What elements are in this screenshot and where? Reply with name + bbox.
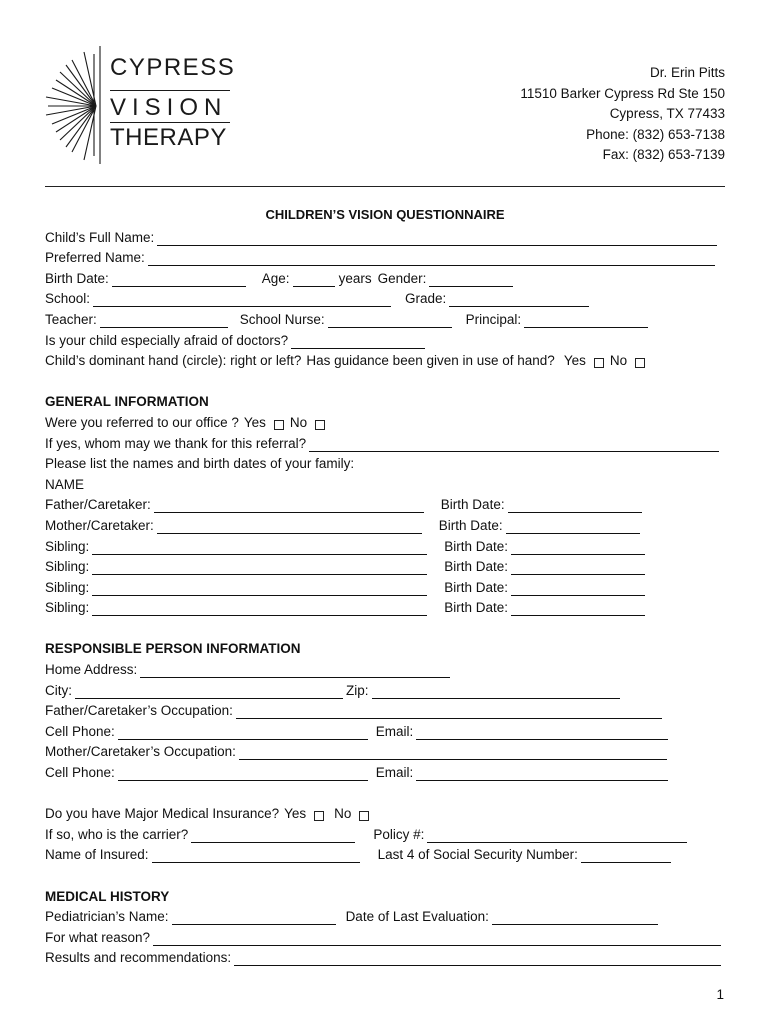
checkbox-guidance-no[interactable] <box>635 358 645 368</box>
field-preferred-name[interactable] <box>148 251 715 266</box>
field-school[interactable] <box>93 292 391 307</box>
label-list-family: Please list the names and birth dates of your family: <box>45 456 355 472</box>
label-major-medical: Do you have Major Medical Insurance? <box>45 806 280 822</box>
row-results <box>45 946 725 967</box>
checkbox-insurance-yes[interactable] <box>314 811 324 821</box>
practice-contact-block <box>520 63 725 166</box>
row-family-member <box>45 596 725 617</box>
field-afraid[interactable] <box>291 334 425 349</box>
row-carrier-policy <box>45 822 725 843</box>
label-father-occupation: Father/Caretaker’s Occupation: <box>45 703 233 719</box>
row-city-zip <box>45 678 725 699</box>
row-mother-occupation <box>45 740 725 761</box>
field-family-birth[interactable] <box>511 581 645 596</box>
row-school-grade <box>45 287 725 308</box>
field-email[interactable] <box>416 725 668 740</box>
row-family-member <box>45 534 725 555</box>
row-referred <box>45 410 725 431</box>
field-family-birth[interactable] <box>508 498 642 513</box>
field-family-name[interactable] <box>92 540 427 555</box>
field-reason[interactable] <box>153 931 721 946</box>
checkbox-guidance-yes[interactable] <box>594 358 604 368</box>
label-guidance-yes: Yes <box>563 353 586 369</box>
label-family-birth: Birth Date: <box>440 497 505 513</box>
label-birth-date: Birth Date: <box>45 270 109 286</box>
label-mother-occupation: Mother/Caretaker’s Occupation: <box>45 744 236 760</box>
address-line-2: Cypress, TX 77433 <box>609 106 725 121</box>
cypress-vision-therapy-logo <box>44 44 244 168</box>
label-full-name: Child’s Full Name: <box>45 229 155 245</box>
sunburst-icon <box>44 44 108 168</box>
field-family-name[interactable] <box>92 601 427 616</box>
field-full-name[interactable] <box>157 231 717 246</box>
label-insurance-yes: Yes <box>284 806 307 822</box>
label-email: Email: <box>375 723 414 739</box>
field-insured[interactable] <box>152 848 360 863</box>
row-family-member <box>45 493 725 514</box>
row-family-member <box>45 575 725 596</box>
page-number: 1 <box>716 987 724 1002</box>
field-email-2[interactable] <box>416 766 668 781</box>
field-cell-phone[interactable] <box>118 725 368 740</box>
label-school-nurse: School Nurse: <box>239 311 325 327</box>
header-divider <box>45 186 725 187</box>
logo-divider-top <box>110 90 230 91</box>
field-results[interactable] <box>234 951 721 966</box>
checkbox-referred-no[interactable] <box>315 420 325 430</box>
label-cell-phone-2: Cell Phone: <box>45 765 115 781</box>
field-age[interactable] <box>293 272 335 287</box>
field-family-name[interactable] <box>92 560 427 575</box>
label-guidance-no: No <box>609 353 628 369</box>
label-referral-thanks: If yes, whom may we thank for this referral? <box>45 435 307 451</box>
label-family-birth: Birth Date: <box>444 559 509 575</box>
label-policy: Policy #: <box>373 826 425 842</box>
row-teacher-nurse-principal <box>45 307 725 328</box>
row-dominant-hand <box>45 349 725 370</box>
address-line-1: 11510 Barker Cypress Rd Ste 150 <box>520 85 725 101</box>
label-family-birth: Birth Date: <box>444 538 509 554</box>
logo-word-therapy: THERAPY <box>110 124 227 151</box>
doctor-name: Dr. Erin Pitts <box>649 65 725 80</box>
field-city[interactable] <box>75 684 343 699</box>
section-responsible-heading: RESPONSIBLE PERSON INFORMATION <box>45 641 301 657</box>
label-family-member: Sibling: <box>45 559 90 575</box>
label-last-evaluation: Date of Last Evaluation: <box>345 909 489 925</box>
label-insured: Name of Insured: <box>45 847 149 863</box>
checkbox-insurance-no[interactable] <box>359 811 369 821</box>
label-principal: Principal: <box>465 311 522 327</box>
label-referred-yes: Yes <box>243 414 266 430</box>
field-birth-date[interactable] <box>112 272 246 287</box>
field-family-birth[interactable] <box>511 560 645 575</box>
label-pediatrician: Pediatrician’s Name: <box>45 909 169 925</box>
field-ssn[interactable] <box>581 848 671 863</box>
label-name-header: NAME <box>45 476 85 492</box>
logo-word-cypress: CYPRESS <box>110 54 236 81</box>
label-reason: For what reason? <box>45 929 151 945</box>
field-home-address[interactable] <box>140 663 450 678</box>
field-cell-phone-2[interactable] <box>118 766 368 781</box>
row-home-address <box>45 657 725 678</box>
row-referral-thanks <box>45 431 725 452</box>
label-referred-no: No <box>289 414 308 430</box>
row-father-occupation <box>45 699 725 720</box>
label-email-2: Email: <box>375 765 414 781</box>
field-teacher[interactable] <box>100 313 228 328</box>
row-afraid <box>45 328 725 349</box>
label-preferred-name: Preferred Name: <box>45 250 145 266</box>
label-age: Age: <box>261 270 290 286</box>
label-home-address: Home Address: <box>45 662 138 678</box>
row-insured-ssn <box>45 843 725 864</box>
field-pediatrician[interactable] <box>172 910 336 925</box>
label-carrier: If so, who is the carrier? <box>45 826 189 842</box>
label-family-member: Sibling: <box>45 600 90 616</box>
label-family-member: Mother/Caretaker: <box>45 517 154 533</box>
field-family-name[interactable] <box>154 498 424 513</box>
field-referral-thanks[interactable] <box>309 437 719 452</box>
row-preferred-name <box>45 246 725 267</box>
field-family-birth[interactable] <box>511 540 645 555</box>
label-ssn: Last 4 of Social Security Number: <box>377 847 578 863</box>
field-grade[interactable] <box>449 292 589 307</box>
section-medical-heading: MEDICAL HISTORY <box>45 888 170 904</box>
field-policy[interactable] <box>427 828 687 843</box>
section-general-heading: GENERAL INFORMATION <box>45 394 209 410</box>
label-zip: Zip: <box>346 682 369 698</box>
label-gender: Gender: <box>377 270 427 286</box>
field-family-name[interactable] <box>157 519 422 534</box>
row-family-member <box>45 555 725 576</box>
field-principal[interactable] <box>524 313 648 328</box>
label-family-member: Father/Caretaker: <box>45 497 151 513</box>
label-dominant-hand: Child’s dominant hand (circle): right or left? <box>45 353 302 369</box>
label-guidance: Has guidance been given in use of hand? <box>306 353 555 369</box>
field-gender[interactable] <box>429 272 513 287</box>
label-family-member: Sibling: <box>45 579 90 595</box>
checkbox-referred-yes[interactable] <box>274 420 284 430</box>
label-family-birth: Birth Date: <box>438 517 503 533</box>
row-full-name <box>45 225 725 246</box>
field-carrier[interactable] <box>191 828 355 843</box>
logo-divider-bottom <box>110 122 230 123</box>
field-mother-occupation[interactable] <box>239 745 667 760</box>
row-birth-age-gender <box>45 266 725 287</box>
field-zip[interactable] <box>372 684 620 699</box>
label-family-member: Sibling: <box>45 538 90 554</box>
row-cell-email <box>45 719 725 740</box>
label-insurance-no: No <box>334 806 352 822</box>
form-title: CHILDREN’S VISION QUESTIONNAIRE <box>265 207 505 222</box>
field-family-birth[interactable] <box>506 519 640 534</box>
field-family-name[interactable] <box>92 581 427 596</box>
row-reason <box>45 925 725 946</box>
row-name-header <box>45 472 725 493</box>
row-cell-email-2 <box>45 760 725 781</box>
label-family-birth: Birth Date: <box>444 600 509 616</box>
label-results: Results and recommendations: <box>45 950 232 966</box>
field-father-occupation[interactable] <box>236 704 662 719</box>
questionnaire-form <box>45 205 725 966</box>
label-grade: Grade: <box>405 291 447 307</box>
row-major-medical <box>45 802 725 823</box>
row-family-member <box>45 513 725 534</box>
label-referred: Were you referred to our office ? <box>45 414 239 430</box>
row-pediatrician <box>45 905 725 926</box>
label-teacher: Teacher: <box>45 311 97 327</box>
field-last-evaluation[interactable] <box>492 910 658 925</box>
label-years: years <box>338 270 372 286</box>
field-family-birth[interactable] <box>511 601 645 616</box>
fax-number: Fax: (832) 653-7139 <box>602 147 725 162</box>
logo-word-vision: VISION <box>110 94 228 121</box>
label-afraid: Is your child especially afraid of doctors? <box>45 332 289 348</box>
phone-number: Phone: (832) 653-7138 <box>586 126 725 142</box>
label-cell-phone: Cell Phone: <box>45 723 115 739</box>
field-school-nurse[interactable] <box>328 313 452 328</box>
label-family-birth: Birth Date: <box>444 579 509 595</box>
label-city: City: <box>45 682 72 698</box>
row-list-family <box>45 452 725 473</box>
label-school: School: <box>45 291 91 307</box>
